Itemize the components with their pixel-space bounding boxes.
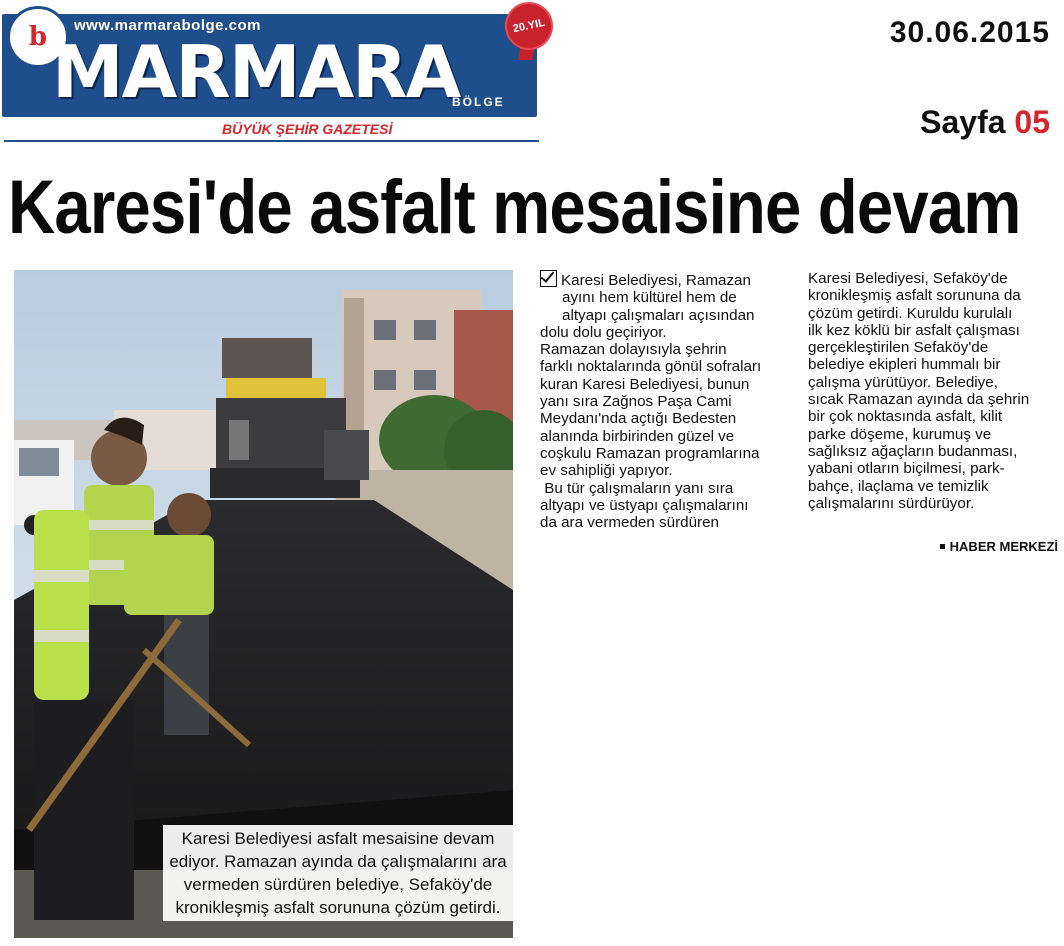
article-line: altyapı ve üstyapı çalışmalarını	[540, 496, 749, 514]
article-line: Karesi Belediyesi, Ramazan	[540, 270, 802, 289]
article-line: Ramazan dolayısıyla şehrin	[540, 341, 727, 359]
article-line: Bu tür çalışmaların yanı sıra	[540, 479, 734, 497]
article-line: bahçe, ilaçlama ve temizlik	[808, 477, 989, 495]
newspaper-logo-icon: b	[7, 6, 69, 68]
article-byline	[860, 539, 1058, 554]
page-number: 05	[1014, 104, 1050, 140]
article-line: farklı noktalarında gönül sofraları	[540, 358, 762, 376]
masthead-url: www.marmarabolge.com	[74, 17, 261, 34]
byline-text: HABER MERKEZİ	[949, 539, 1058, 554]
article-line: ayını hem kültürel hem de	[562, 289, 737, 307]
article-line: alanında birbirinden güzel ve	[540, 427, 735, 445]
article-line: altyapı çalışmaları açısından	[562, 306, 755, 324]
photo-caption: Karesi Belediyesi asfalt mesaisine devam ediyor. Ramazan ayında da çalışmalarını ara vermeden sürdüren belediye, Sefaköy'de kronikleşmiş asfalt sorununa çözüm getirdi.	[163, 825, 513, 921]
article-line: sağlıksız ağaçların budanması,	[808, 442, 1018, 460]
checkbox-icon	[540, 270, 557, 287]
article-line: Meydanı'nda açtığı Bedesten	[540, 410, 737, 428]
anniversary-badge: 20.YIL	[501, 0, 558, 54]
article-line: kuran Karesi Belediyesi, bunun	[540, 375, 750, 393]
article-line: yanı sıra Zağnos Paşa Cami	[540, 393, 732, 411]
article-line: bir çok noktasında asfalt, kilit	[808, 408, 1003, 426]
page-indicator	[860, 104, 1050, 141]
article-line: dolu dolu geçiriyor.	[540, 323, 667, 341]
article-column-2	[808, 270, 1058, 512]
article-line: kronikleşmiş asfalt sorununa da	[808, 287, 1021, 305]
page-label: Sayfa	[920, 104, 1006, 140]
article-line: ev sahipliği yapıyor.	[540, 462, 673, 480]
article-headline: Karesi'de asfalt mesaisine devam	[8, 165, 1021, 250]
article-line: da ara vermeden sürdüren	[540, 514, 719, 532]
issue-date: 30.06.2015	[889, 16, 1050, 49]
article-line: çözüm getirdi. Kuruldu kurulalı	[808, 304, 1013, 322]
article-line: ilk kez köklü bir asfalt çalışması	[808, 321, 1020, 339]
article-column-1	[540, 270, 802, 531]
article-line: sıcak Ramazan ayında da şehrin	[808, 391, 1030, 409]
article-line: belediye ekipleri hummalı bir	[808, 356, 1001, 374]
article-line: çalışmalarını sürdürüyor.	[808, 494, 975, 512]
newspaper-subname: BÖLGE	[452, 95, 505, 109]
article-line: Karesi Belediyesi, Sefaköy'de	[808, 270, 1008, 287]
bullet-square-icon	[940, 544, 945, 549]
masthead-rule	[4, 140, 539, 142]
article-line: yabani otların biçilmesi, park-	[808, 460, 1005, 478]
masthead	[2, 2, 547, 140]
article-line: parke döşeme, kurumuş ve	[808, 425, 992, 443]
article-line: gerçekleştirilen Sefaköy'de	[808, 339, 989, 357]
masthead-tagline: BÜYÜK ŞEHİR GAZETESİ	[222, 121, 393, 137]
newspaper-name: MARMARA	[52, 30, 460, 114]
article-line: çalışma yürütüyor. Belediye,	[808, 373, 998, 391]
article-line: coşkulu Ramazan programlarına	[540, 444, 760, 462]
